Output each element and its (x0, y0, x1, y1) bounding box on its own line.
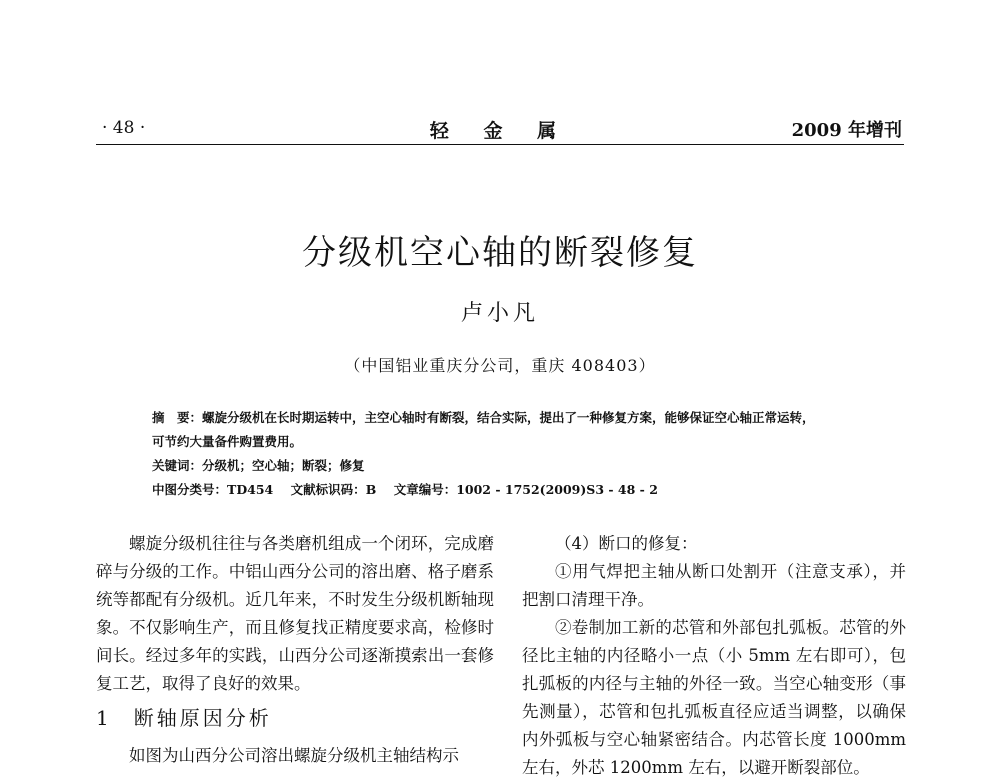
article-title: 分级机空心轴的断裂修复 (302, 233, 698, 273)
keywords-text: 分级机；空心轴；断裂；修复 (202, 458, 365, 473)
author-name: 卢小凡 (460, 301, 539, 326)
keywords (152, 456, 365, 474)
section-paragraph: 如图为山西分公司溶出螺旋分级机主轴结构示 (129, 746, 459, 765)
classification-line (152, 480, 658, 498)
header-rule (96, 144, 904, 145)
issue-label: 2009 年增刊 (791, 120, 902, 141)
journal-name: 轻 金 属 (429, 120, 571, 142)
clc-value: TD454 (227, 482, 274, 497)
affiliation: （中国铝业重庆分公司，重庆 408403） (344, 356, 656, 375)
doc-code-label: 文献标识码： (290, 482, 366, 497)
abstract-label: 摘 要： (152, 410, 203, 425)
abstract-line-2: 可节约大量备件购置费用。 (152, 434, 303, 449)
repair-step-2: ②卷制加工新的芯管和外部包扎弧板。芯管的外径比主轴的内径略小一点（小 5mm 左右即可），包扎弧板的内径与主轴的外径一致。当空心轴变形（事先测量），芯管和包扎弧板直径应适当调整，以确保内外弧板与空心轴紧密结合。内芯管长度 1000mm 左右，外芯 1200mm 左右，以避开断裂部位。 (522, 618, 906, 777)
repair-step-1: ①用气焊把主轴从断口处割开（注意支承），并把割口清理干净。 (522, 562, 906, 609)
section-number: 1 (96, 706, 112, 730)
article-no-value: 1002 - 1752(2009)S3 - 48 - 2 (456, 482, 658, 497)
abstract-line-1 (152, 408, 815, 426)
article-no-label: 文章编号： (393, 482, 457, 497)
page-number: · 48 · (102, 118, 146, 138)
keywords-label: 关键词： (152, 458, 203, 473)
doc-code-value: B (365, 482, 377, 497)
repair-heading: （4）断口的修复： (555, 534, 698, 553)
section-heading (96, 704, 494, 732)
left-column (96, 530, 494, 770)
abstract-text-1: 螺旋分级机在长时期运转中，主空心轴时有断裂，结合实际，提出了一种修复方案，能够保证空心轴正常运转， (202, 410, 815, 425)
section-title: 断轴原因分析 (133, 706, 272, 730)
clc-label: 中图分类号： (152, 482, 228, 497)
intro-paragraph: 螺旋分级机往往与各类磨机组成一个闭环，完成磨碎与分级的工作。中铝山西分公司的溶出磨、格子磨系统等都配有分级机。近几年来，不时发生分级机断轴现象。不仅影响生产，而且修复找正精度要求高，检修时间长。经过多年的实践，山西分公司逐渐摸索出一套修复工艺，取得了良好的效果。 (96, 534, 494, 693)
right-column (522, 530, 906, 782)
